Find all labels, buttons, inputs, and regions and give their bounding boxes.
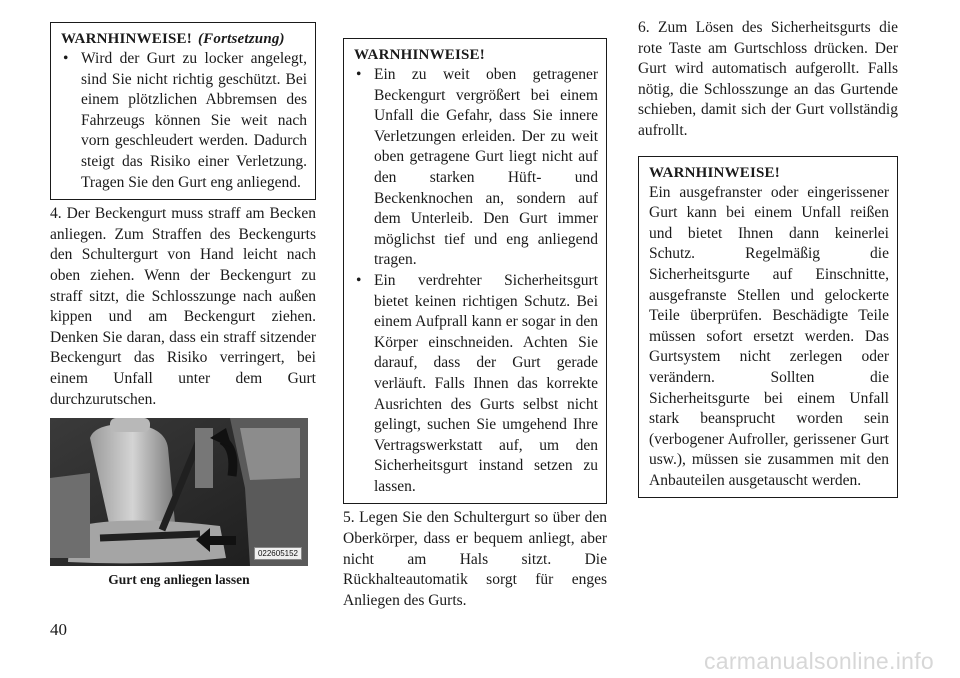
- step-5-text: 5. Legen Sie den Schultergurt so über den Oberkörper, dass er bequem anliegt, aber nicht am Hals sitzt. Die Rückhalteautomatik sorgt für enges Anliegen des Gurts.: [343, 509, 607, 609]
- warning-box: [343, 38, 607, 504]
- warning-box: [638, 156, 898, 499]
- step-6-text: 6. Zum Lösen des Sicherheitsgurts die rote Taste am Gurtschloss drücken. Der Gurt wird automatisch aufgerollt. Falls nötig, die Schlosszunge an das Gurtende schieben, damit sich der Gurt vollständig aufrollt.: [638, 19, 898, 139]
- warning-bullet: • Ein verdrehter Sicherheitsgurt bietet keinen richtigen Schutz. Bei einem Aufprall kann er sogar in den Körper einschneiden. Achten Sie darauf, dass der Gurt gerade verläuft. Falls Ihnen das korrekte Ausrichten des Gurts selbst nicht gelingt, suchen Sie umgehend Ihre Vertragswerkstatt auf, um den Sicherheitsgurt instand setzen zu lassen.: [354, 271, 598, 498]
- warning-bullet: • Wird der Gurt zu locker angelegt, sind Sie nicht richtig geschützt. Bei einem plötzlichen Abbremsen des Fahrzeugs können Sie weit nach vorn geschleudert werden. Dadurch steigt das Risiko einer Verletzung. Tragen Sie den Gurt eng anliegend.: [61, 49, 307, 193]
- warning-title: WARNHINWEISE!: [354, 47, 485, 63]
- warning-bullet-list: [354, 65, 598, 497]
- column-right: [638, 18, 898, 498]
- step-4-text: 4. Der Beckengurt muss straff am Becken anliegen. Zum Straffen des Beckengurts den Schultergurt von Hand leicht nach oben ziehen. Wenn der Beckengurt zu straff sitzt, die Schlosszunge nach außen kippen und am Beckengurt ziehen. Denken Sie daran, dass ein straff sitzender Beckengurt das Risiko verringert, bei einem Unfall unter dem Gurt durchzurutschen.: [50, 205, 316, 408]
- warning-continued-label: (Fortsetzung): [197, 31, 285, 47]
- figure-code: 022605152: [254, 547, 302, 560]
- page-number: 40: [50, 620, 67, 639]
- warning-title-text: WARNHINWEISE!: [61, 31, 192, 47]
- column-middle: [343, 38, 607, 611]
- warning-title: WARNHINWEISE!: [649, 164, 780, 181]
- warning-text: Ein ausgefranster oder eingerissener Gurt kann bei einem Unfall reißen und bietet Ihnen dann keinerlei Schutz. Regelmäßig die Sicherheitsgurte auf Einschnitte, ausgefranste Stellen und gelockerte Teile überprüfen. Beschädigte Teile müssen sofort ersetzt werden. Das Gurtsystem nicht zerlegen oder verändern. Sollten die Sicherheitsgurte bei einem Unfall stark beansprucht worden sein (verbogener Aufroller, gerissener Gurt usw.), müssen sie zusammen mit den Anbauteilen ausgetauscht werden.: [649, 183, 889, 489]
- figure-caption: Gurt eng anliegen lassen: [108, 572, 250, 588]
- warning-title: [61, 29, 307, 49]
- seat-illustration: [50, 418, 308, 566]
- warning-bullet: • Ein zu weit oben getragener Beckengurt vergrößert bei einem Unfall die Gefahr, dass Sie innere Verletzungen erleiden. Der zu weit oben getragene Gurt liegt nicht auf den starken Hüft- und Beckenknochen an, sondern auf dem Unterleib. Den Gurt immer möglichst tief und eng anliegend tragen.: [354, 65, 598, 271]
- column-left: [50, 22, 316, 588]
- warning-bullet-list: [61, 49, 307, 193]
- watermark: carmanualsonline.info: [703, 648, 934, 674]
- warning-box-continued: [50, 22, 316, 200]
- seatbelt-figure: [50, 418, 308, 566]
